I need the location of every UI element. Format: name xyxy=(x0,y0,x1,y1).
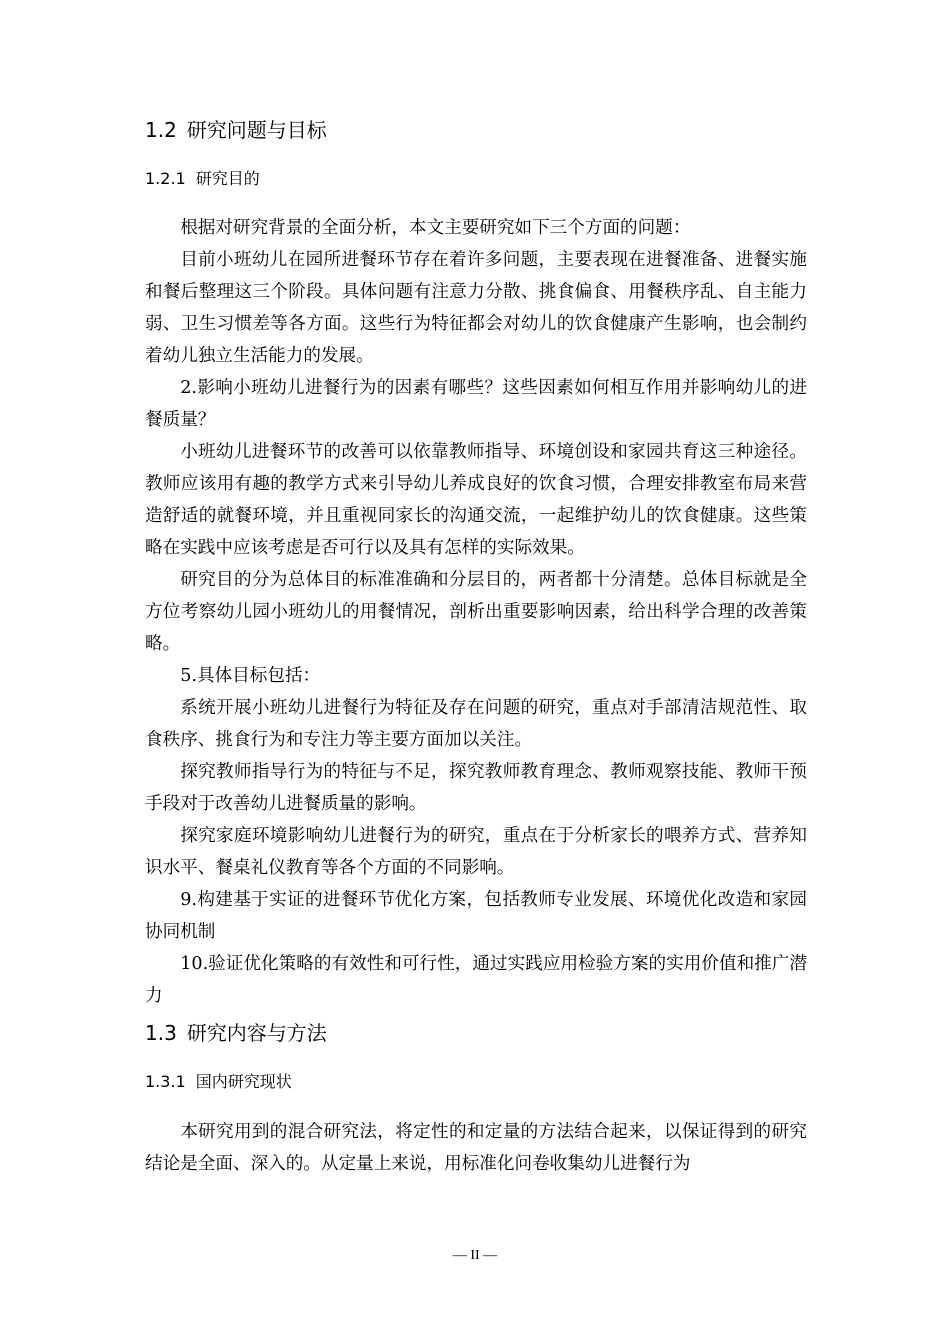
paragraph: 系统开展小班幼儿进餐行为特征及存在问题的研究，重点对手部清洁规范性、取食秩序、挑食行为和专注力等主要方面加以关注。 xyxy=(145,698,807,750)
paragraph: 目前小班幼儿在园所进餐环节存在着许多问题，主要表现在进餐准备、进餐实施和餐后整理这三个阶段。具体问题有注意力分散、挑食偏食、用餐秩序乱、自主能力弱、卫生习惯差等各方面。这些行为特征都会对幼儿的饮食健康产生影响，也会制约着幼儿独立生活能力的发展。 xyxy=(145,250,807,366)
paragraph: 2.影响小班幼儿进餐行为的因素有哪些？这些因素如何相互作用并影响幼儿的进餐质量？ xyxy=(145,378,807,430)
page-number: — II — xyxy=(452,1248,498,1263)
subsection-heading-1-2-1 xyxy=(145,171,260,187)
paragraph: 9.构建基于实证的进餐环节优化方案，包括教师专业发展、环境优化改造和家园协同机制 xyxy=(145,890,807,942)
section-1-2-body xyxy=(145,212,807,1012)
section-1-3-body xyxy=(145,1116,807,1180)
section-heading-1-2 xyxy=(145,120,327,140)
paragraph: 研究目的分为总体目的标准准确和分层目的，两者都十分清楚。总体目标就是全方位考察幼儿园小班幼儿的用餐情况，剖析出重要影响因素，给出科学合理的改善策略。 xyxy=(145,570,807,654)
section-title: 研究内容与方法 xyxy=(186,1021,327,1045)
paragraph: 探究教师指导行为的特征与不足，探究教师教育理念、教师观察技能、教师干预手段对于改善幼儿进餐质量的影响。 xyxy=(145,762,807,814)
section-number: 1.2 xyxy=(145,118,177,142)
subsection-heading-1-3-1 xyxy=(145,1074,292,1090)
section-heading-1-3 xyxy=(145,1023,327,1043)
section-title: 研究问题与目标 xyxy=(186,118,327,142)
subsection-number: 1.2.1 xyxy=(145,169,186,188)
subsection-title: 国内研究现状 xyxy=(195,1072,292,1091)
paragraph: 10.验证优化策略的有效性和可行性，通过实践应用检验方案的实用价值和推广潜力 xyxy=(145,954,807,1006)
paragraph: 本研究用到的混合研究法，将定性的和定量的方法结合起来，以保证得到的研究结论是全面、深入的。从定量上来说，用标准化问卷收集幼儿进餐行为 xyxy=(145,1122,807,1174)
subsection-title: 研究目的 xyxy=(195,169,260,188)
section-number: 1.3 xyxy=(145,1021,177,1045)
paragraph: 5.具体目标包括： xyxy=(180,666,321,686)
paragraph: 探究家庭环境影响幼儿进餐行为的研究，重点在于分析家长的喂养方式、营养知识水平、餐桌礼仪教育等各个方面的不同影响。 xyxy=(145,826,807,878)
subsection-number: 1.3.1 xyxy=(145,1072,186,1091)
paragraph: 小班幼儿进餐环节的改善可以依靠教师指导、环境创设和家园共育这三种途径。教师应该用有趣的教学方式来引导幼儿养成良好的饮食习惯，合理安排教室布局来营造舒适的就餐环境，并且重视同家长的沟通交流，一起维护幼儿的饮食健康。这些策略在实践中应该考虑是否可行以及具有怎样的实际效果。 xyxy=(145,442,807,558)
paragraph: 根据对研究背景的全面分析，本文主要研究如下三个方面的问题： xyxy=(180,218,691,238)
